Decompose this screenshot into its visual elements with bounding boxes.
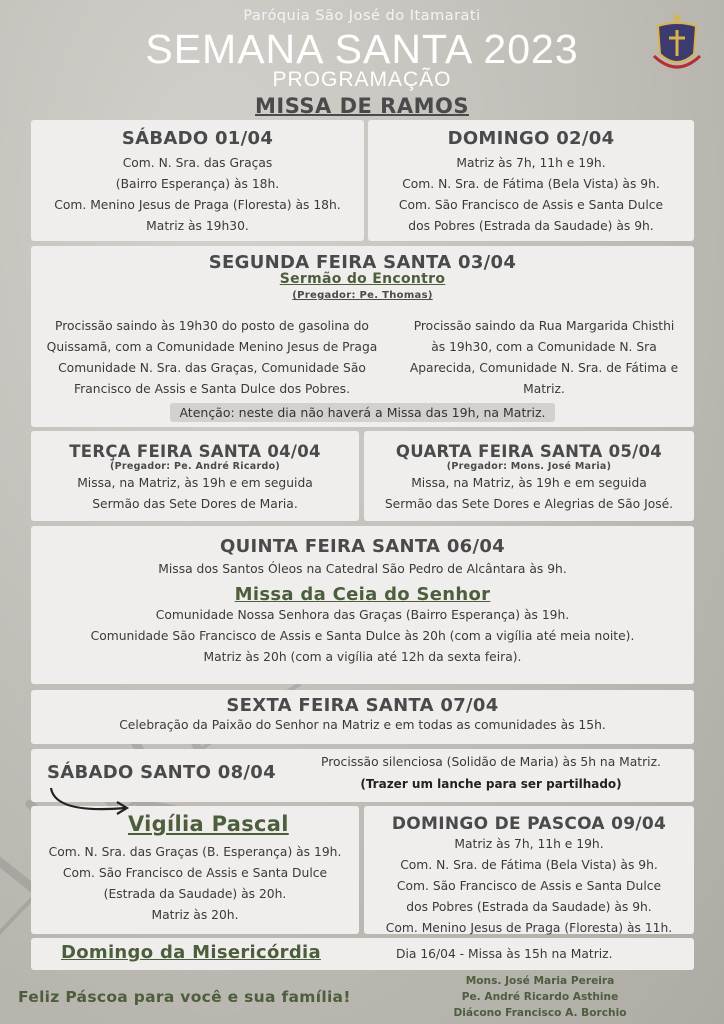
- segunda-right: [399, 316, 689, 400]
- page-subtitle: PROGRAMAÇÃO: [272, 68, 452, 91]
- domingo-line: Com. N. Sra. de Fátima (Bela Vista) às 9h.: [402, 177, 660, 191]
- segunda-left-line: Comunidade N. Sra. das Graças, Comunidade São: [58, 361, 366, 375]
- signatures: [440, 973, 640, 1021]
- domingo-line: Com. São Francisco de Assis e Santa Dulce: [398, 198, 664, 212]
- sabado-santo-title: SÁBADO SANTO 08/04: [47, 762, 276, 783]
- vigilia-lines: [31, 842, 359, 926]
- section-title-missa-de-ramos: MISSA DE RAMOS: [255, 94, 469, 118]
- segunda-right-line: às 19h30, com a Comunidade N. Sra: [431, 340, 657, 354]
- signature-line: Diácono Francisco A. Borchio: [453, 1007, 627, 1019]
- misericordia-box: [31, 938, 694, 970]
- sabado-santo-line1: Procissão silenciosa (Solidão de Maria) às 5h na Matriz.: [321, 755, 661, 769]
- terca-lines: [31, 473, 359, 515]
- segunda-left-line: Francisco de Assis e Santa Dulce dos Pobres.: [74, 382, 350, 396]
- quinta-line: Comunidade São Francisco de Assis e Santa Dulce às 20h (com a vigília até meia noite).: [90, 629, 635, 643]
- pascoa-lines: [364, 834, 694, 939]
- sabado-line: Com. N. Sra. das Graças: [122, 156, 273, 170]
- vigilia-line: Matriz às 20h.: [151, 908, 239, 922]
- quinta-line: Matriz às 20h (com a vigília até 12h da sexta feira).: [203, 650, 522, 664]
- quinta-line1: Missa dos Santos Óleos na Catedral São Pedro de Alcântara às 9h.: [158, 562, 567, 576]
- segunda-alert: Atenção: neste dia não haverá a Missa das 19h, na Matriz.: [170, 403, 554, 422]
- pascoa-line: Com. N. Sra. de Fátima (Bela Vista) às 9h.: [400, 858, 658, 872]
- quinta-title: QUINTA FEIRA SANTA 06/04: [219, 536, 505, 557]
- domingo-line: Matriz às 7h, 11h e 19h.: [456, 156, 606, 170]
- segunda-box: [31, 246, 694, 427]
- quinta-line: Comunidade Nossa Senhora das Graças (Bairro Esperança) às 19h.: [155, 608, 570, 622]
- header: [0, 0, 724, 100]
- segunda-right-line: Aparecida, Comunidade N. Sra. de Fátima e: [409, 361, 679, 375]
- segunda-alert-wrap: [31, 402, 694, 422]
- segunda-subtitle: Sermão do Encontro: [279, 271, 446, 287]
- vigilia-line: (Estrada da Saudade) às 20h.: [103, 887, 287, 901]
- sabado-line: (Bairro Esperança) às 18h.: [115, 177, 280, 191]
- segunda-left-line: Procissão saindo às 19h30 do posto de gasolina do: [55, 319, 369, 333]
- sabado-line: Com. Menino Jesus de Praga (Floresta) às 18h.: [54, 198, 341, 212]
- sabado-title: SÁBADO 01/04: [121, 128, 274, 149]
- segunda-right-line: Procissão saindo da Rua Margarida Chisthi: [413, 319, 675, 333]
- signature-line: Mons. José Maria Pereira: [465, 975, 615, 987]
- terca-box: [31, 431, 359, 521]
- quarta-line: Missa, na Matriz, às 19h e em seguida: [411, 476, 647, 490]
- vigilia-line: Com. N. Sra. das Graças (B. Esperança) às 19h.: [48, 845, 342, 859]
- quarta-line: Sermão das Sete Dores e Alegrias de São José.: [384, 497, 674, 511]
- domingo-box: [368, 120, 694, 241]
- segunda-left: [37, 316, 387, 400]
- terca-line: Missa, na Matriz, às 19h e em seguida: [77, 476, 313, 490]
- sabado-santo-line2: (Trazer um lanche para ser partilhado): [360, 777, 622, 791]
- domingo-title: DOMINGO 02/04: [447, 128, 615, 149]
- vigilia-box: [31, 806, 359, 934]
- pascoa-line: dos Pobres (Estrada da Saudade) às 9h.: [406, 900, 652, 914]
- terca-preacher: (Pregador: Pe. André Ricardo): [109, 461, 281, 472]
- sabado-lines: [31, 153, 364, 237]
- misericordia-title: Domingo da Misericórdia: [61, 942, 321, 963]
- parish-crest-icon: [650, 12, 704, 74]
- pascoa-title: DOMINGO DE PASCOA 09/04: [391, 814, 667, 834]
- pascoa-line: Com. Menino Jesus de Praga (Floresta) às 11h.: [385, 921, 673, 935]
- quinta-subtitle: Missa da Ceia do Senhor: [234, 584, 491, 605]
- domingo-line: dos Pobres (Estrada da Saudade) às 9h.: [408, 219, 654, 233]
- signature-line: Pe. André Ricardo Asthine: [461, 991, 619, 1003]
- curved-arrow-icon: [45, 784, 135, 834]
- segunda-left-line: Quissamã, com a Comunidade Menino Jesus de Praga: [46, 340, 378, 354]
- quarta-box: [364, 431, 694, 521]
- terca-line: Sermão das Sete Dores de Maria.: [92, 497, 298, 511]
- quarta-title: QUARTA FEIRA SANTA 05/04: [395, 442, 663, 461]
- segunda-right-line: Matriz.: [523, 382, 565, 396]
- segunda-title: SEGUNDA FEIRA SANTA 03/04: [208, 252, 517, 273]
- quinta-box: [31, 526, 694, 684]
- vigilia-title: Vigília Pascal: [128, 812, 289, 836]
- pascoa-box: [364, 806, 694, 934]
- terca-title: TERÇA FEIRA SANTA 04/04: [69, 442, 321, 461]
- quarta-preacher: (Pregador: Mons. José Maria): [446, 461, 612, 472]
- sexta-box: [31, 690, 694, 744]
- misericordia-line: Dia 16/04 - Missa às 15h na Matriz.: [396, 947, 613, 961]
- sexta-line: Celebração da Paixão do Senhor na Matriz e em todas as comunidades às 15h.: [119, 718, 606, 732]
- quarta-lines: [364, 473, 694, 515]
- domingo-lines: [368, 153, 694, 237]
- vigilia-line: Com. São Francisco de Assis e Santa Dulce: [62, 866, 328, 880]
- quinta-lines: [31, 605, 694, 668]
- parish-name: Paróquia São José do Itamarati: [243, 8, 481, 24]
- sabado-line: Matriz às 19h30.: [146, 219, 249, 233]
- page-title: SEMANA SANTA 2023: [145, 26, 579, 72]
- pascoa-line: Com. São Francisco de Assis e Santa Dulce: [396, 879, 662, 893]
- pascoa-line: Matriz às 7h, 11h e 19h.: [454, 837, 604, 851]
- sexta-title: SEXTA FEIRA SANTA 07/04: [226, 695, 499, 716]
- footer-message: Feliz Páscoa para você e sua família!: [18, 988, 351, 1006]
- sabado-box: [31, 120, 364, 241]
- segunda-preacher: (Pregador: Pe. Thomas): [292, 290, 433, 301]
